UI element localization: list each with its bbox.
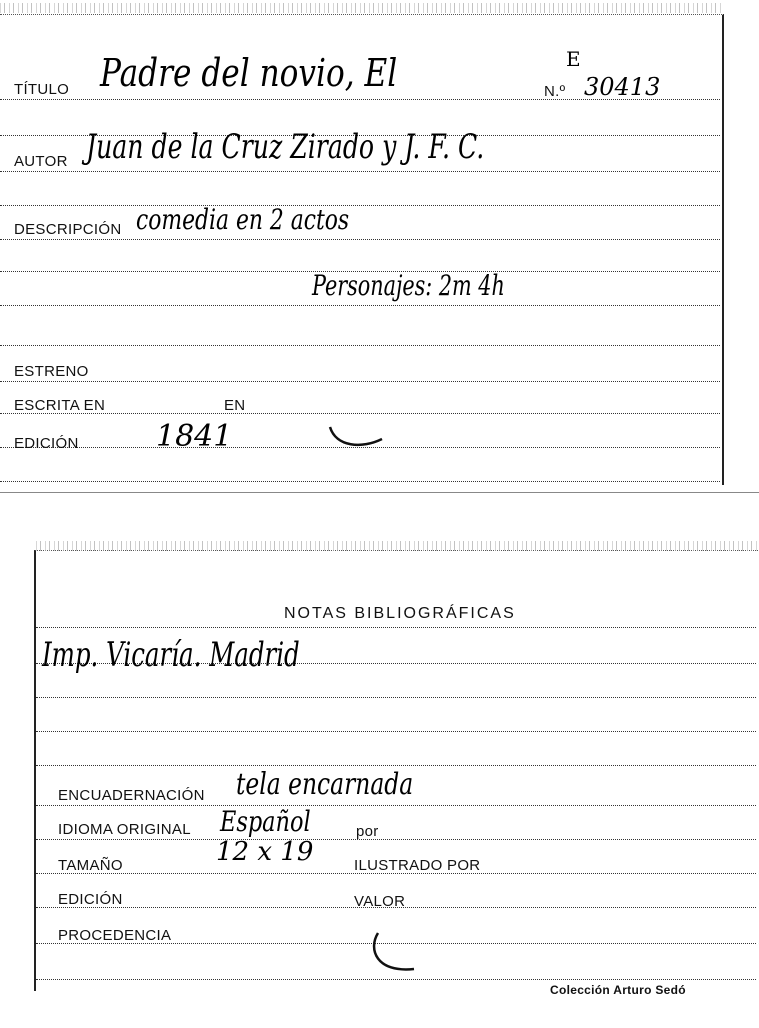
autor-label: AUTOR bbox=[14, 153, 68, 170]
valor-label: VALOR bbox=[354, 893, 406, 910]
edicion-value: 1841 bbox=[156, 419, 233, 454]
rule-b1 bbox=[36, 627, 756, 628]
personajes-value: Personajes: 2m 4h bbox=[312, 269, 505, 302]
descripcion-label: DESCRIPCIÓN bbox=[14, 221, 122, 238]
rule-estreno bbox=[0, 381, 720, 382]
rule-autor bbox=[0, 171, 720, 172]
notas-heading: NOTAS BIBLIOGRÁFICAS bbox=[284, 605, 516, 622]
titulo-value: Padre del novio, El bbox=[100, 51, 398, 95]
card-top-edge bbox=[36, 541, 758, 551]
numero-label: N.º bbox=[544, 83, 566, 100]
rule-b5 bbox=[36, 765, 756, 766]
por-label: por bbox=[356, 823, 379, 840]
rule-b4 bbox=[36, 731, 756, 732]
en-label: EN bbox=[224, 397, 246, 414]
ink-mark-back bbox=[366, 929, 426, 981]
rule-descripcion bbox=[0, 239, 720, 240]
rule-encuadernacion bbox=[36, 805, 756, 806]
rule-4 bbox=[0, 345, 720, 346]
catalog-card-back bbox=[34, 550, 758, 997]
tamano-value: 12 x 19 bbox=[216, 837, 314, 867]
coleccion-stamp: Colección Arturo Sedó bbox=[550, 983, 686, 997]
catalog-card-front bbox=[0, 14, 724, 485]
numero-value: 30413 bbox=[584, 73, 661, 101]
ink-mark bbox=[322, 417, 388, 453]
titulo-label: TÍTULO bbox=[14, 81, 70, 98]
procedencia-label: PROCEDENCIA bbox=[58, 927, 172, 944]
edicion-back-label: EDICIÓN bbox=[58, 891, 123, 908]
escrita-en-label: ESCRITA EN bbox=[14, 397, 106, 414]
rule-escrita bbox=[0, 413, 720, 414]
rule-personajes bbox=[0, 305, 720, 306]
numero-prefix: E bbox=[566, 47, 581, 71]
card-top-edge bbox=[0, 3, 722, 13]
encuadernacion-value: tela encarnada bbox=[236, 767, 414, 802]
edicion-label: EDICIÓN bbox=[14, 435, 79, 452]
autor-value: Juan de la Cruz Zirado y J. F. C. bbox=[86, 127, 485, 167]
rule-bottom bbox=[0, 481, 720, 482]
idioma-label: IDIOMA ORIGINAL bbox=[58, 821, 191, 838]
estreno-label: ESTRENO bbox=[14, 363, 89, 380]
nota-value: Imp. Vicaría. Madrid bbox=[42, 635, 300, 675]
encuadernacion-label: ENCUADERNACIÓN bbox=[58, 787, 205, 804]
descripcion-value: comedia en 2 actos bbox=[136, 203, 350, 236]
page-divider bbox=[0, 492, 759, 493]
rule-b3 bbox=[36, 697, 756, 698]
idioma-value: Español bbox=[220, 805, 311, 838]
ilustrado-label: ILUSTRADO POR bbox=[354, 857, 481, 874]
rule-idioma bbox=[36, 839, 756, 840]
rule-2 bbox=[0, 205, 720, 206]
tamano-label: TAMAÑO bbox=[58, 857, 123, 874]
